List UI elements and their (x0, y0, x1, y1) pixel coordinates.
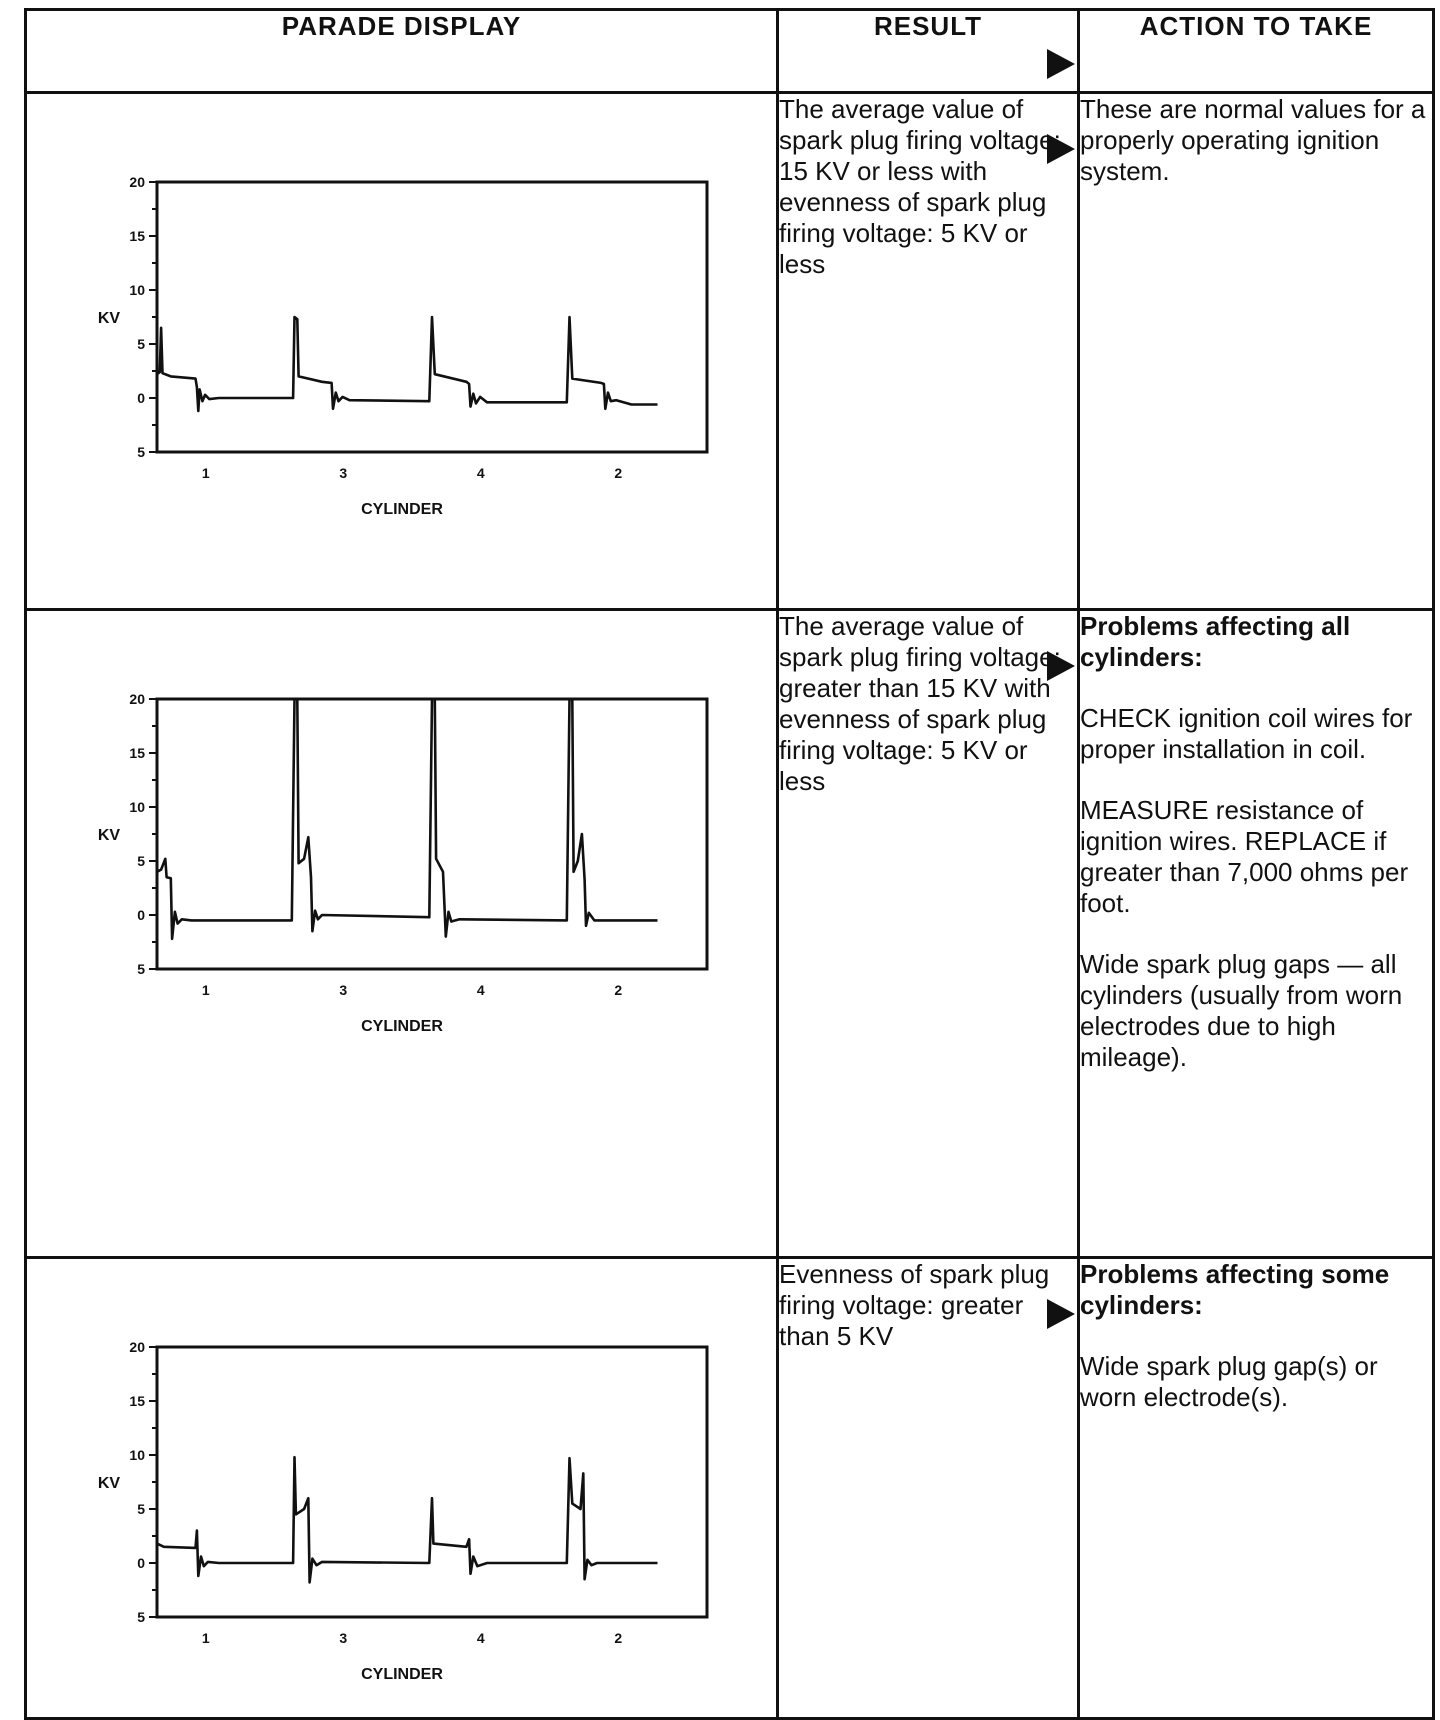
x-tick-label: 3 (339, 1630, 348, 1646)
right-arrow-icon (1047, 134, 1075, 164)
waveform-line (157, 699, 658, 939)
header-row (26, 10, 1434, 93)
header-result (778, 10, 1079, 93)
x-tick-label: 2 (614, 1630, 623, 1646)
y-tick-label: 0 (137, 907, 145, 923)
action-paragraph: These are normal values for a properly operating ignition system. (1080, 94, 1426, 186)
x-tick-label: 4 (476, 465, 485, 481)
result-text: Evenness of spark plug firing voltage: greater than 5 KV (779, 1259, 1050, 1351)
table-row (26, 93, 1434, 610)
diagnosis-table (24, 8, 1435, 1720)
action-cell (1079, 93, 1434, 610)
action-text (1080, 1259, 1432, 1413)
y-tick-label: 15 (129, 745, 145, 761)
right-arrow-icon (1047, 49, 1075, 79)
header-result-label: RESULT (873, 11, 983, 41)
result-cell (778, 610, 1079, 1258)
y-tick-label: 5 (137, 853, 145, 869)
action-heading: Problems affecting all cylinders: (1080, 611, 1351, 672)
y-tick-label: 20 (129, 174, 145, 190)
x-tick-label: 3 (339, 465, 348, 481)
x-tick-label: 2 (614, 982, 623, 998)
y-tick-label: 15 (129, 1393, 145, 1409)
result-cell (778, 1258, 1079, 1719)
y-tick-label: 5 (137, 444, 145, 460)
parade-chart (27, 611, 779, 1125)
x-tick-label: 1 (201, 1630, 210, 1646)
result-text: The average value of spark plug firing voltage: 15 KV or less with evenness of spark plug firing voltage: 5 KV or less (779, 94, 1061, 279)
x-tick-label: 2 (614, 465, 623, 481)
y-tick-label: 10 (129, 1447, 145, 1463)
result-cell (778, 93, 1079, 610)
y-tick-label: 20 (129, 691, 145, 707)
action-paragraph: CHECK ignition coil wires for proper installation in coil. (1080, 703, 1413, 764)
y-axis-label: KV (97, 1475, 121, 1492)
parade-display-cell (26, 93, 778, 610)
y-tick-label: 10 (129, 799, 145, 815)
y-tick-label: 5 (137, 1609, 145, 1625)
y-tick-label: 10 (129, 282, 145, 298)
action-text (1080, 611, 1432, 1073)
y-tick-label: 15 (129, 228, 145, 244)
x-tick-label: 4 (476, 982, 485, 998)
parade-chart (27, 94, 779, 608)
table-row (26, 1258, 1434, 1719)
y-tick-label: 5 (137, 336, 145, 352)
y-tick-label: 0 (137, 1555, 145, 1571)
y-axis-label: KV (97, 827, 121, 844)
action-text (1080, 94, 1432, 187)
x-tick-label: 3 (339, 982, 348, 998)
action-heading: Problems affecting some cylinders: (1080, 1259, 1390, 1320)
waveform-line (157, 1457, 658, 1582)
right-arrow-icon (1047, 651, 1075, 681)
plot-frame (157, 1347, 707, 1617)
y-tick-label: 20 (129, 1339, 145, 1355)
parade-chart (27, 1259, 779, 1717)
x-tick-label: 1 (201, 465, 210, 481)
right-arrow-icon (1047, 1299, 1075, 1329)
table-row (26, 610, 1434, 1258)
result-text: The average value of spark plug firing voltage: greater than 15 KV with evenness of spark plug firing voltage: 5 KV or less (779, 611, 1061, 796)
action-paragraph: Wide spark plug gaps — all cylinders (usually from worn electrodes due to high mileage). (1080, 949, 1403, 1072)
header-parade-display: PARADE DISPLAY (26, 10, 778, 93)
action-cell (1079, 610, 1434, 1258)
y-tick-label: 5 (137, 961, 145, 977)
y-tick-label: 5 (137, 1501, 145, 1517)
x-tick-label: 4 (476, 1630, 485, 1646)
y-tick-label: 0 (137, 390, 145, 406)
action-cell (1079, 1258, 1434, 1719)
x-axis-label: CYLINDER (361, 501, 443, 518)
action-paragraph: MEASURE resistance of ignition wires. REPLACE if greater than 7,000 ohms per foot. (1080, 795, 1409, 918)
x-axis-label: CYLINDER (361, 1666, 443, 1683)
parade-display-cell (26, 610, 778, 1258)
x-axis-label: CYLINDER (361, 1018, 443, 1035)
parade-display-cell (26, 1258, 778, 1719)
waveform-line (157, 317, 658, 411)
header-action-to-take: ACTION TO TAKE (1079, 10, 1434, 93)
x-tick-label: 1 (201, 982, 210, 998)
action-paragraph: Wide spark plug gap(s) or worn electrode(s). (1080, 1351, 1378, 1412)
y-axis-label: KV (97, 310, 121, 327)
